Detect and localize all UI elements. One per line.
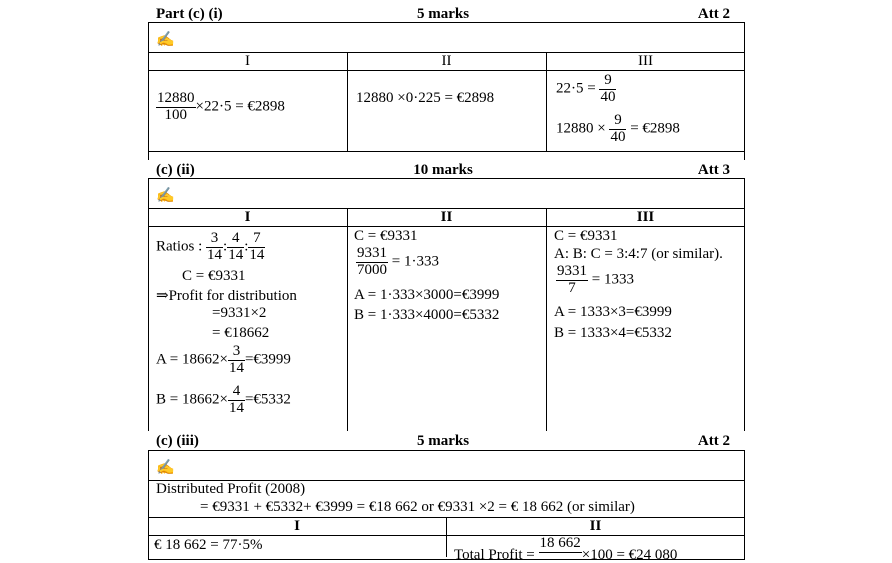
c-value: C = €9331 bbox=[354, 228, 418, 244]
fraction-denominator: 14 bbox=[207, 246, 223, 263]
expression-text: ×22·5 = €2898 bbox=[195, 98, 285, 115]
expression-text: = €2898 bbox=[630, 120, 680, 137]
share-fraction bbox=[556, 264, 634, 297]
fraction-numerator: 4 bbox=[227, 231, 244, 248]
fraction-denominator: 40 bbox=[600, 88, 616, 105]
part-label: (c) (ii) bbox=[156, 162, 195, 178]
divider bbox=[148, 226, 745, 227]
section-c-ii-header bbox=[156, 161, 730, 179]
c-value: C = €9331 bbox=[182, 268, 246, 284]
fraction-numerator: 3 bbox=[228, 344, 245, 361]
fraction-denominator: 7000 bbox=[357, 261, 387, 278]
marks-label: 5 marks bbox=[416, 433, 470, 449]
expression-text: 12880 × bbox=[556, 120, 606, 137]
b-line bbox=[156, 384, 291, 417]
attempt-label: Att 2 bbox=[697, 6, 730, 22]
divider bbox=[148, 70, 745, 71]
pen-icon: ✍ bbox=[156, 460, 175, 476]
a-line: A = 1·333×3000=€3999 bbox=[354, 287, 500, 303]
method-II-expression: 12880 ×0·225 = €2898 bbox=[356, 90, 495, 106]
ratios-line: Ratios : $\frac{3}{14}$ : $\frac{4}{14}$ : $\frac{7}{14}$ bbox=[156, 230, 265, 263]
col-header-I: I bbox=[245, 53, 250, 69]
fraction-numerator: 18 662 bbox=[539, 535, 581, 551]
section-c-iii-header bbox=[156, 432, 730, 450]
col-divider bbox=[546, 208, 547, 431]
method-I-expression bbox=[156, 91, 285, 124]
col-header-I: I bbox=[244, 209, 251, 225]
expression-text: 22·5 = bbox=[556, 80, 596, 97]
col-header-I: I bbox=[294, 518, 300, 534]
expression-text: = 1·333 bbox=[391, 253, 439, 270]
expression-text: A = 18662× bbox=[156, 351, 228, 368]
fraction-numerator: 4 bbox=[228, 384, 245, 401]
fraction-numerator: 9331 bbox=[357, 245, 387, 261]
percent-line: € 18 662 = 77·5% bbox=[154, 537, 263, 553]
border bbox=[744, 152, 745, 160]
fraction-denominator: 14 bbox=[228, 399, 244, 416]
part-label: Part (c) (i) bbox=[156, 6, 223, 22]
fraction-numerator: 3 bbox=[206, 231, 223, 248]
col-divider bbox=[347, 208, 348, 431]
ratio-line: A: B: C = 3:4:7 (or similar). bbox=[554, 246, 723, 262]
method-III-line2 bbox=[556, 113, 680, 146]
b-line: B = 1·333×4000=€5332 bbox=[354, 307, 500, 323]
profit-line: ⇒Profit for distribution bbox=[156, 288, 297, 304]
a-line: A = 1333×3=€3999 bbox=[554, 304, 672, 320]
fraction-denominator: 14 bbox=[249, 246, 265, 263]
pen-icon: ✍ bbox=[156, 32, 175, 48]
fraction-numerator: 12880 bbox=[157, 90, 195, 106]
part-label: (c) (iii) bbox=[156, 433, 199, 449]
marks-label: 5 marks bbox=[416, 6, 470, 22]
fraction-denominator: 14 bbox=[228, 359, 244, 376]
fraction-denominator: 14 bbox=[228, 246, 244, 263]
fraction-denominator: 100 bbox=[164, 106, 187, 123]
col-header-III: III bbox=[636, 209, 655, 225]
expression-text: Total Profit = bbox=[454, 547, 535, 563]
border bbox=[148, 152, 149, 160]
attempt-label: Att 2 bbox=[697, 433, 730, 449]
attempt-label: Att 3 bbox=[697, 162, 730, 178]
distributed-profit-equation: = €9331 + €5332+ €3999 = €18 662 or €9331 ×2 = € 18 662 (or similar) bbox=[200, 499, 635, 515]
total-line: = €18662 bbox=[212, 325, 270, 341]
pen-icon: ✍ bbox=[156, 188, 175, 204]
col-header-II: II bbox=[589, 518, 602, 534]
col-header-III: III bbox=[638, 53, 653, 69]
expression-text: B = 18662× bbox=[156, 391, 228, 408]
c-value: C = €9331 bbox=[554, 228, 618, 244]
expression-text: =€3999 bbox=[244, 351, 291, 368]
fraction-numerator: 9 bbox=[599, 73, 616, 90]
section-c-i-header bbox=[156, 5, 730, 23]
col-header-II: II bbox=[441, 53, 452, 69]
fraction-denominator: 7 bbox=[568, 279, 576, 296]
mult-line: =9331×2 bbox=[212, 305, 267, 321]
fraction-numerator: 9331 bbox=[557, 263, 587, 279]
b-line: B = 1333×4=€5332 bbox=[554, 325, 672, 341]
share-fraction bbox=[356, 246, 439, 279]
expression-text: ×100 = €24 080 bbox=[581, 547, 678, 563]
total-profit-line bbox=[454, 535, 678, 563]
expression-text: = 1333 bbox=[591, 271, 634, 288]
a-line bbox=[156, 344, 291, 377]
expression-text: =€5332 bbox=[244, 391, 291, 408]
fraction-denominator: 40 bbox=[610, 128, 626, 145]
distributed-profit-title: Distributed Profit (2008) bbox=[156, 481, 306, 497]
col-header-II: II bbox=[440, 209, 453, 225]
fraction-numerator: 9 bbox=[609, 113, 626, 130]
expression-text: Ratios : bbox=[156, 238, 203, 255]
fraction-numerator: 7 bbox=[248, 231, 265, 248]
method-III-line1 bbox=[556, 73, 616, 106]
marks-label: 10 marks bbox=[413, 162, 473, 178]
total-profit-clip bbox=[454, 535, 744, 563]
